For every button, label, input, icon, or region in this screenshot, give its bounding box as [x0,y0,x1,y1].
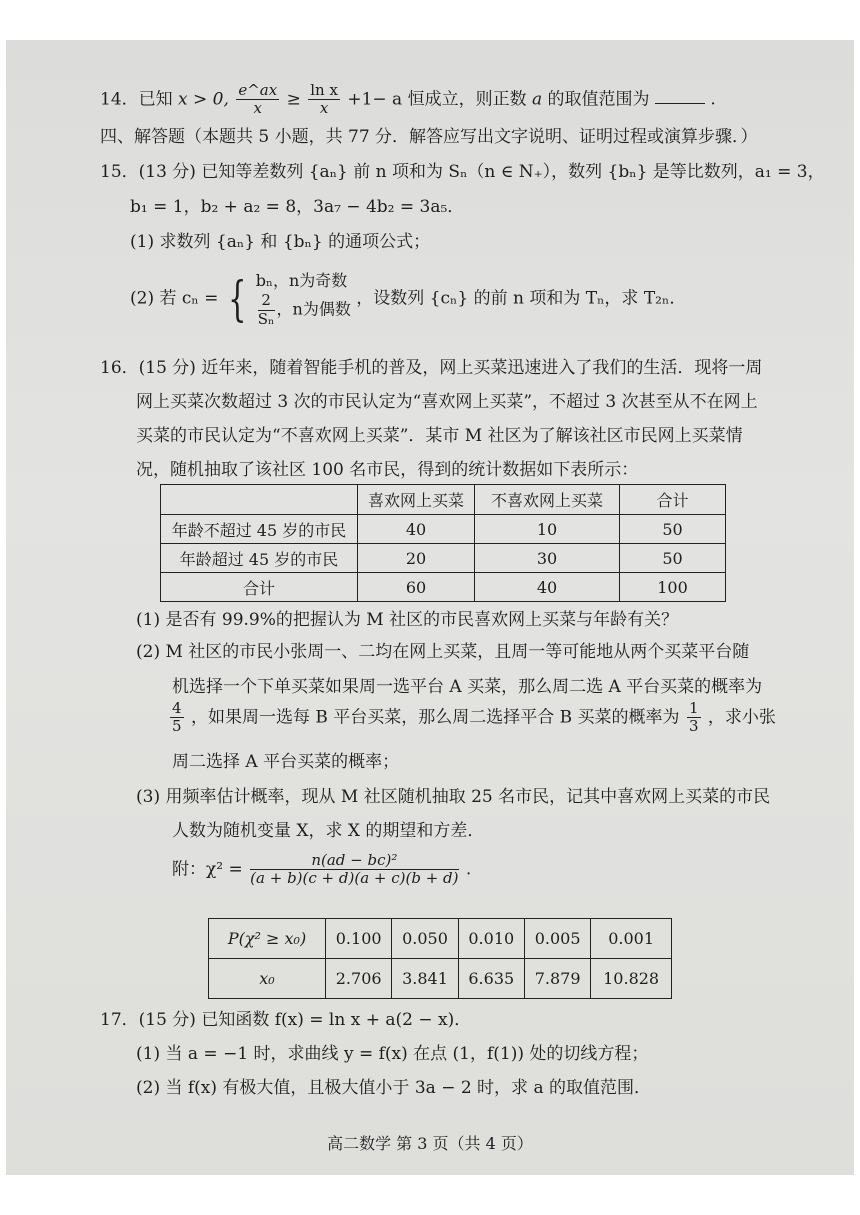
crit-row2-label: x₀ [209,959,326,999]
frac-one-third: $\frac{1}{3}$ [688,699,699,736]
crit-p-cell: 0.001 [591,919,672,959]
table-cell: 50 [620,544,726,573]
table-cell: 60 [358,573,475,602]
q16-stem-4: 况，随机抽取了该社区 100 名市民，得到的统计数据如下表所示： [136,460,639,480]
q16-stem-2: 网上买菜次数超过 3 次的市民认定为“喜欢网上买菜”，不超过 3 次甚至从不在网上 [136,392,758,412]
q15-p2-pre: (2) 若 cₙ = [130,288,219,309]
table-cell: 40 [358,515,475,544]
q14-text-b: 恒成立，则正数 [407,89,527,110]
q14-prefix: 14．已知 [100,89,173,110]
q16-stem-1: 16．(15 分) 近年来，随着智能手机的普及，网上买菜迅速进入了我们的生活．现将一周 [100,358,763,378]
crit-x-cell: 6.635 [458,959,524,999]
q16-part-2d: 周二选择 A 平台买菜的概率； [172,752,400,772]
q15-part-2 [130,270,686,328]
crit-p-cell: 0.050 [392,919,458,959]
q15-brace: { [227,270,247,327]
q16-p2c-tail: ，求小张 [707,707,776,728]
critical-value-table [208,918,672,999]
q16-part-2c [168,700,776,736]
table-cell: 10 [475,515,620,544]
q14-lhs-fraction: $\frac{e\^{}ax}{x}$ [238,81,278,118]
q15-case-2-fraction: $\frac{2}{\text{Sₙ}}$ [257,291,275,328]
table-cell: 40 [475,573,620,602]
q14-condition: x > 0, [178,89,229,110]
crit-x-cell: 3.841 [392,959,458,999]
q17-part-1: (1) 当 a = −1 时，求曲线 y = f(x) 在点 (1，f(1)) 处的切线方程； [136,1044,649,1064]
q15-p2-post: ，设数列 {cₙ} 的前 n 项和为 Tₙ，求 T₂ₙ． [356,288,687,309]
formula-lhs: 附：χ² = [172,859,243,880]
crit-x-cell: 10.828 [591,959,672,999]
q16-part-2a: (2) M 社区的市民小张周一、二均在网上买菜，且周一等可能地从两个买菜平台随 [136,642,750,662]
table-cell: 20 [358,544,475,573]
q16-part-2b: 机选择一个下单买菜如果周一选平台 A 买菜，那么周二选 A 平台买菜的概率为 [172,677,763,697]
crit-row1-label: P(χ² ≥ x₀) [209,919,326,959]
table-header-cell: 合计 [620,485,726,515]
q15-cases [256,270,351,328]
section-4-heading: 四、解答题（本题共 5 小题，共 77 分．解答应写出文字说明、证明过程或演算步骤．） [100,127,758,147]
q14-var-a: a [531,89,543,110]
table-cell: 合计 [161,573,358,602]
table-header-cell: 喜欢网上买菜 [358,485,475,515]
q16-p2c-mid: ，如果周一选每 B 平台买菜，那么周二选择平合 B 买菜的概率为 [190,707,680,728]
formula-end: . [465,859,472,880]
q14-answer-blank [655,103,705,104]
q16-part-3b: 人数为随机变量 X，求 X 的期望和方差． [172,821,485,841]
table-cell: 50 [620,515,726,544]
frac-four-fifths: $\frac{4}{5}$ [172,699,182,736]
q16-part-3a: (3) 用频率估计概率，现从 M 社区随机抽取 25 名市民，记其中喜欢网上买菜的市民 [136,787,771,807]
q16-part-1: (1) 是否有 99.9%的把握认为 M 社区的市民喜欢网上买菜与年龄有关？ [136,610,679,630]
q14-text-c: 的取值范围为 [547,89,650,110]
crit-p-cell: 0.010 [458,919,524,959]
table-cell: 年龄超过 45 岁的市民 [161,544,358,573]
crit-x-cell: 7.879 [524,959,590,999]
question-14 [100,82,716,118]
q15-case-1: bₙ，n为奇数 [255,271,348,290]
q16-stem-3: 买菜的市民认定为“不喜欢网上买菜”．某市 M 社区为了解该社区市民网上买菜情 [136,426,743,446]
table-header-cell [161,485,358,515]
table-cell: 100 [620,573,726,602]
q15-case-2-tail: ，n为偶数 [276,299,351,319]
q15-stem-1: 15．(13 分) 已知等差数列 {aₙ} 前 n 项和为 Sₙ（n ∈ N₊），数列 {bₙ} 是等比数列，a₁ = 3， [100,162,825,182]
crit-p-cell: 0.005 [524,919,590,959]
contingency-table [160,484,726,602]
q14-end: . [710,89,716,110]
q14-rhs-tail: +1− a [347,89,403,110]
q15-stem-2: b₁ = 1，b₂ + a₂ = 8，3a₇ − 4b₂ = 3a₅． [130,197,465,217]
q17-part-2: (2) 当 f(x) 有极大值，且极大值小于 3a − 2 时，求 a 的取值范围． [136,1078,652,1098]
q15-part-1: (1) 求数列 {aₙ} 和 {bₙ} 的通项公式； [130,232,431,252]
page-footer: 高二数学 第 3 页（共 4 页） [327,1134,533,1153]
table-header-cell: 不喜欢网上买菜 [475,485,620,515]
crit-p-cell: 0.100 [326,919,392,959]
formula-fraction: $\frac{\text{n(ad − bc)²}}{(a + b)(c + d)(a + c)(b + d)}$ [250,851,459,888]
table-cell: 30 [475,544,620,573]
q17-stem: 17．(15 分) 已知函数 f(x) = ln x + a(2 − x)． [100,1010,472,1030]
crit-x-cell: 2.706 [326,959,392,999]
table-cell: 年龄不超过 45 岁的市民 [161,515,358,544]
q14-ge: ≥ [286,89,301,110]
chi-square-formula [172,852,471,888]
q14-rhs-fraction: $\frac{\text{ln x}}{x}$ [310,81,338,118]
